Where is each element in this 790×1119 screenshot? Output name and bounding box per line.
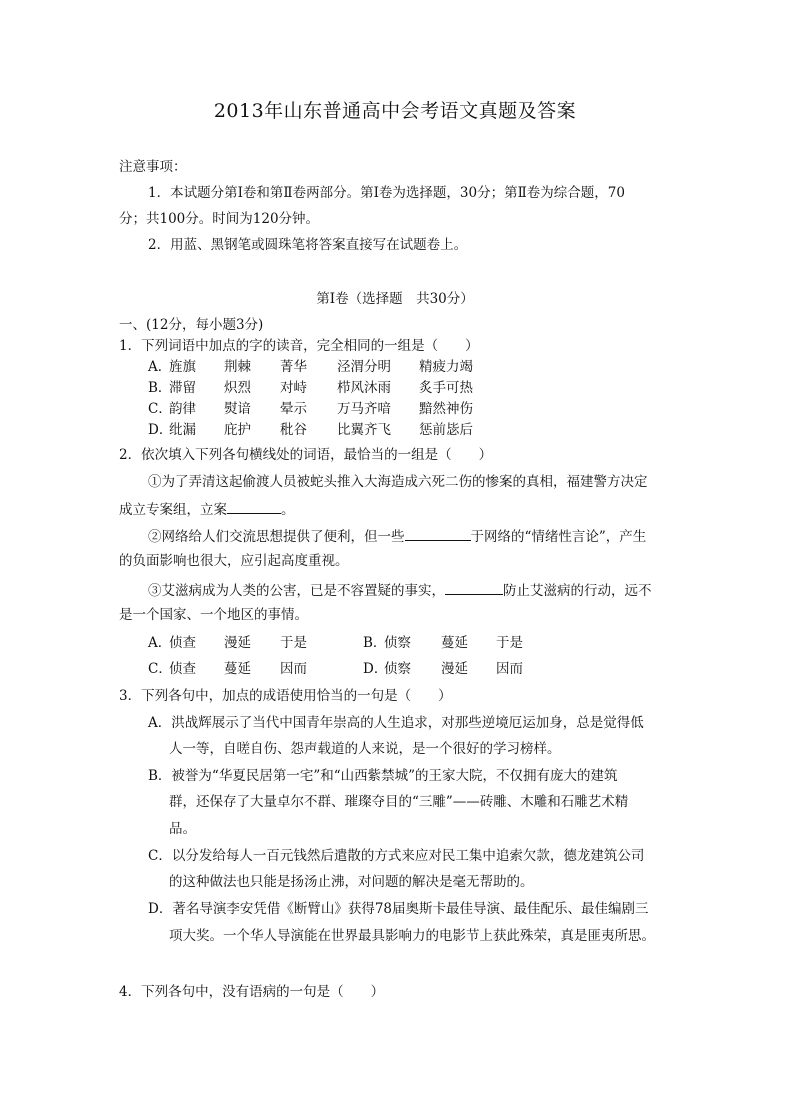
q1-option-c-word-2: 熨谙 (224, 401, 251, 417)
q1-option-c-label: C． (148, 401, 172, 417)
q3-option-a-line-2: 人一等，自嗟自伤、怨声载道的人来说，是一个很好的学习榜样。 (169, 741, 561, 757)
q1-option-b-label: B． (148, 380, 172, 396)
q1-option-d-label: D． (148, 422, 173, 438)
q1-option-a-word-5: 精疲力竭 (419, 359, 473, 375)
q3-option-b-line-3: 品。 (169, 821, 196, 837)
q3-option-d-line-2: 项大奖。一个华人导演能在世界最具影响力的电影节上获此殊荣，真是匪夷所思。 (169, 928, 655, 944)
q1-option-a-word-4: 泾渭分明 (337, 359, 391, 375)
q1-option-b-word-5: 炙手可热 (419, 380, 473, 396)
q3-option-c-line-2: 的这种做法也只能是扬汤止沸，对问题的解决是毫无帮助的。 (169, 874, 534, 890)
q2-option-b-word-1: 侦察 (384, 635, 411, 651)
q2-sentence-2-text: ②网络给人们交流思想提供了便利，但一些 (148, 529, 405, 545)
q2-option-c-word-2: 蔓延 (224, 661, 251, 677)
q1-option-d-word-3: 秕谷 (280, 422, 307, 438)
q2-sentence-3-rest: 防止艾滋病的行动，远不 (503, 583, 652, 599)
q2-sentence-2-line-2: 的负面影响也很大，应引起高度重视。 (119, 553, 349, 569)
q1-option-d-word-1: 纰漏 (169, 422, 196, 438)
q2-option-c-word-3: 因而 (280, 661, 307, 677)
q2-option-b-word-2: 蔓延 (441, 635, 468, 651)
q2-option-a-word-1: 侦查 (169, 635, 196, 651)
notice-item-1-line-2: 分；共100分。时间为120分钟。 (119, 211, 320, 227)
question-4-stem: 4．下列各句中，没有语病的一句是（ ） (119, 984, 385, 1000)
notice-item-1-line-1: 1．本试题分第Ⅰ卷和第Ⅱ卷两部分。第Ⅰ卷为选择题，30分；第Ⅱ卷为综合题，70 (148, 185, 625, 201)
q2-option-a-word-3: 于是 (280, 635, 307, 651)
q1-option-a-word-3: 菁华 (280, 359, 307, 375)
q2-option-d-word-3: 因而 (496, 661, 523, 677)
q2-sentence-1-line-1: ①为了弄清这起偷渡人员被蛇头推入大海造成六死二伤的惨案的真相，福建警方决定 (148, 474, 648, 490)
page-title: 2013年山东普通高中会考语文真题及答案 (213, 100, 577, 122)
q2-option-b-word-3: 于是 (496, 635, 523, 651)
q1-option-d-word-2: 庇护 (224, 422, 251, 438)
q1-option-c-word-5: 黯然神伤 (419, 401, 473, 417)
q2-option-a-label: A． (148, 635, 172, 651)
q1-option-a-word-1: 旌旗 (169, 359, 196, 375)
notice-item-2: 2．用蓝、黑钢笔或圆珠笔将答案直接写在试题卷上。 (148, 237, 468, 253)
q3-option-d-line-1: D．著名导演李安凭借《断臂山》获得78届奥斯卡最佳导演、最佳配乐、最佳编剧三 (148, 901, 649, 917)
question-1-stem: 1．下列词语中加点的字的读音，完全相同的一组是（ ） (119, 338, 479, 354)
q2-option-d-word-2: 漫延 (441, 661, 468, 677)
q2-option-b-label: B． (363, 635, 387, 651)
q2-option-a-word-2: 漫延 (224, 635, 251, 651)
q1-option-b-word-2: 炽烈 (224, 380, 251, 396)
q1-option-a-label: A． (148, 359, 172, 375)
question-3-stem: 3．下列各句中，加点的成语使用恰当的一句是（ ） (119, 688, 452, 704)
q2-sentence-1-text: 成立专案组，立案 (119, 502, 227, 518)
q3-option-b-line-1: B．被誉为“华夏民居第一宅”和“山西紫禁城”的王家大院，不仅拥有庞大的建筑 (148, 768, 618, 784)
q1-option-d-word-4: 比翼齐飞 (337, 422, 391, 438)
q1-option-c-word-3: 晕示 (280, 401, 307, 417)
q2-sentence-1-line-2 (119, 499, 295, 519)
q2-option-d-word-1: 侦察 (384, 661, 411, 677)
q2-option-c-label: C． (148, 661, 172, 677)
q1-option-c-word-4: 万马齐喑 (337, 401, 391, 417)
q2-sentence-2-rest: 于网络的“情绪性言论”，产生 (470, 529, 647, 545)
q1-option-a-word-2: 荆棘 (224, 359, 251, 375)
q1-option-d-word-5: 惩前毖后 (419, 422, 473, 438)
q2-option-d-label: D． (363, 661, 388, 677)
notice-heading: 注意事项： (119, 159, 187, 175)
q2-sentence-3-text: ③艾滋病成为人类的公害，已是不容置疑的事实， (148, 583, 445, 599)
q2-blank-3 (445, 580, 503, 595)
q1-option-c-word-1: 韵律 (169, 401, 196, 417)
q1-option-b-word-4: 栉风沐雨 (337, 380, 391, 396)
q1-option-b-word-3: 对峙 (280, 380, 307, 396)
q3-option-b-line-2: 群，还保存了大量卓尔不群、璀璨夺目的“三雕”——砖雕、木雕和石雕艺术精 (169, 794, 629, 810)
q2-sentence-3-line-2: 是一个国家、一个地区的事情。 (119, 607, 308, 623)
q2-sentence-3-line-1 (148, 580, 652, 600)
q3-option-a-line-1: A．洪战辉展示了当代中国青年崇高的人生追求，对那些逆境厄运加身，总是觉得低 (148, 715, 644, 731)
part-one-title: 第Ⅰ卷（选择题 共30分） (316, 291, 474, 307)
q2-sentence-2-line-1 (148, 526, 646, 546)
q2-blank-1 (227, 499, 281, 514)
q2-option-c-word-1: 侦查 (169, 661, 196, 677)
q3-option-c-line-1: C．以分发给每人一百元钱然后遣散的方式来应对民工集中追索欠款，德龙建筑公司 (148, 848, 645, 864)
question-2-stem: 2．依次填入下列各句横线处的词语，最恰当的一组是（ ） (119, 447, 493, 463)
q1-option-b-word-1: 滞留 (169, 380, 196, 396)
q2-blank-2 (405, 526, 471, 541)
q2-sentence-1-end: 。 (281, 502, 295, 518)
section-one-heading: 一、(12分，每小题3分) (119, 317, 264, 333)
